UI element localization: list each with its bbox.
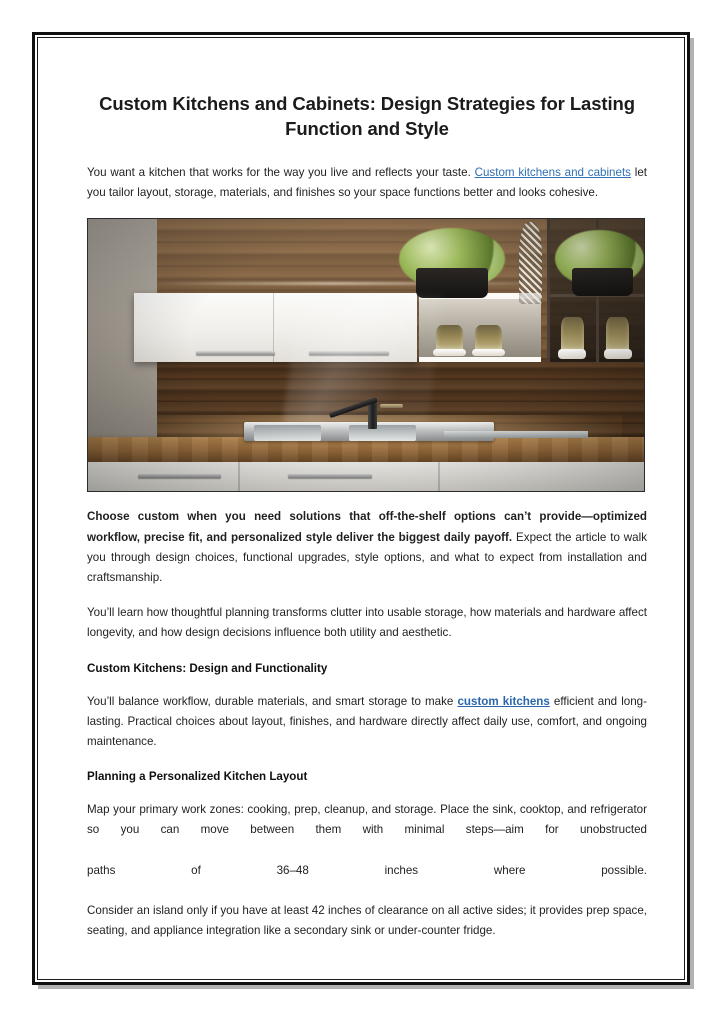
kitchen-photo-figure (87, 218, 645, 492)
page-frame (32, 32, 690, 985)
custom-benefit-paragraph (87, 507, 647, 588)
layout-paragraph (87, 800, 647, 941)
layout-line-2: paths of 36–48 inches where possible. (87, 863, 647, 877)
page-content (87, 91, 647, 957)
benefit-paragraph-rest: Expect the article to walk you through design choices, functional upgrades, style options, and what to expect from installation and craftsmanship. (87, 530, 647, 585)
custom-kitchens-and-cabinets-link[interactable]: Custom kitchens and cabinets (474, 166, 631, 179)
layout-line-3: Consider an island only if you have at least 42 inches of clearance on all active sides; it provides prep space, seating, and appliance integration like a secondary sink or under-counter fridge. (87, 904, 647, 938)
heading-design-and-functionality: Custom Kitchens: Design and Functionality (87, 661, 328, 675)
kitchen-photo-image (88, 219, 644, 491)
bold-lead-sentence: Choose custom when you need solutions that off-the-shelf options can’t provide—optimized workflow, precise fit, and personalized style deliver the biggest daily payoff. (87, 510, 647, 544)
photo-vignette (88, 219, 644, 491)
learning-outcomes-paragraph: You’ll learn how thoughtful planning transforms clutter into usable storage, how materials and hardware affect longevity, and how design decisions influence both utility and aesthetic. (87, 606, 647, 640)
workflow-text-before-link: You’ll balance workflow, durable materials, and smart storage to make (87, 694, 458, 708)
custom-kitchens-link[interactable]: custom kitchens (457, 694, 550, 708)
intro-text-after-link: let you tailor layout, storage, materials, and finishes so your space functions better and looks cohesive. (87, 166, 647, 200)
heading-planning-layout: Planning a Personalized Kitchen Layout (87, 770, 308, 784)
intro-paragraph (87, 163, 647, 203)
layout-line-1: Map your primary work zones: cooking, prep, cleanup, and storage. Place the sink, cooktop, and refrigerator so you can move between them with minimal steps—aim for unobstructed (87, 803, 647, 837)
workflow-text-after-link: efficient and long-lasting. Practical choices about layout, finishes, and hardware directly affect daily use, comfort, and ongoing maintenance. (87, 694, 647, 749)
intro-text-before-link: You want a kitchen that works for the way you live and reflects your taste. (87, 166, 475, 179)
workflow-paragraph (87, 692, 647, 753)
page-title: Custom Kitchens and Cabinets: Design Strategies for Lasting Function and Style (99, 93, 635, 139)
